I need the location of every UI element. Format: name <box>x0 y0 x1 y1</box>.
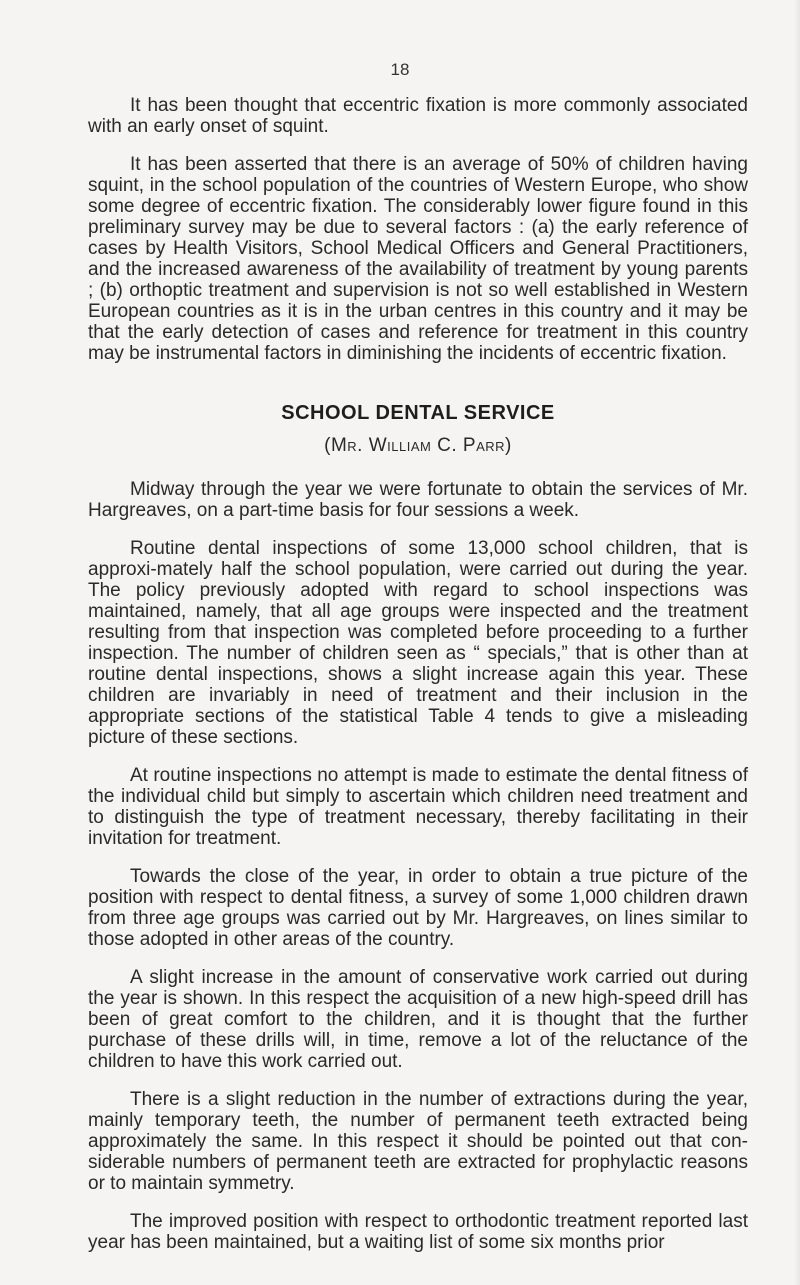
page-number: 18 <box>390 60 410 79</box>
body-text <box>88 95 748 1270</box>
section-subheading: (Mr. William C. Parr) <box>324 435 512 456</box>
paragraph: It has been asserted that there is an average of 50% of children having squint, in the school population of the countries of Western Europe, who show some degree of eccentric fixation. The considerably lower figure found in this preliminary survey may be due to several factors : (a) the early reference of cases by Health Visitors, School Medical Officers and General Practitioners, and the increased awareness of the availability of treatment by young parents ; (b) orthoptic treatment and supervision is not so well established in Western European countries as it is in the urban centres in this country and it may be that the early detection of cases and reference for treatment in this country may be instrumental factors in diminishing the incidents of eccentric fixation. <box>88 154 748 364</box>
paragraph: At routine inspections no attempt is made to estimate the dental fitness of the individual child but simply to ascertain which children need treatment and to distinguish the type of treatment necessary, thereby facilitating in their invitation for treatment. <box>88 765 748 849</box>
paragraph: It has been thought that eccentric fixation is more commonly associated with an early onset of squint. <box>88 95 748 137</box>
paragraph: A slight increase in the amount of conservative work carried out during the year is shown. In this respect the acquisition of a new high-speed drill has been of great comfort to the children, and it is thought that the further purchase of these drills will, in time, remove a lot of the reluctance of the children to have this work carried out. <box>88 967 748 1072</box>
paragraph: Midway through the year we were fortunate to obtain the services of Mr. Hargreaves, on a part-time basis for four sessions a week. <box>88 479 748 521</box>
paragraph: There is a slight reduction in the number of extractions during the year, mainly temporary teeth, the number of permanent teeth extracted being approximately the same. In this respect it should be pointed out that con-siderable numbers of permanent teeth are extracted for prophylactic reasons or to maintain symmetry. <box>88 1089 748 1194</box>
paragraph: Routine dental inspections of some 13,000 school children, that is approxi-mately half the school population, were carried out during the year. The policy previously adopted with regard to school inspections was maintained, namely, that all age groups were inspected and the treatment resulting from that inspection was completed before proceeding to a further inspection. The number of children seen as “ specials,” that is other than at routine dental inspections, shows a slight increase again this year. These children are invariably in need of treatment and their inclusion in the appropriate sections of the statistical Table 4 tends to give a misleading picture of these sections. <box>88 538 748 748</box>
section-heading: SCHOOL DENTAL SERVICE <box>281 402 555 424</box>
page-edge-shadow <box>794 0 800 1285</box>
paragraph: Towards the close of the year, in order to obtain a true picture of the position with respect to dental fitness, a survey of some 1,000 children drawn from three age groups was carried out by Mr. Hargreaves, on lines similar to those adopted in other areas of the country. <box>88 866 748 950</box>
paragraph: The improved position with respect to orthodontic treatment reported last year has been maintained, but a waiting list of some six months prior <box>88 1211 748 1253</box>
